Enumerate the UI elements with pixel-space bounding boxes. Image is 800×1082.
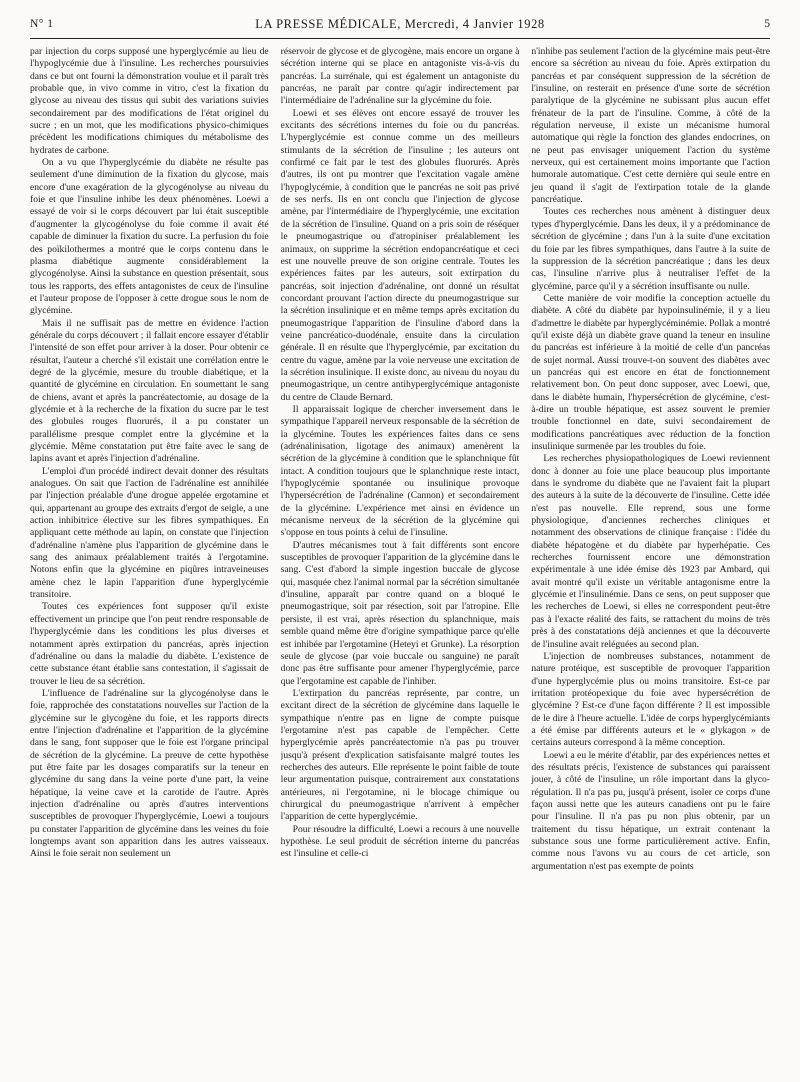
text-column-1 [30, 46, 269, 1072]
paragraph: D'autres mécanismes tout à fait différents sont encore susceptibles de provoquer l'apparition de la glycémine dans le sang. C'est d'abord la simple ingestion buccale de glycose qui, masquée chez l'animal normal par la sécrétion simultanée d'insuline, apparaît par contre quand on a bloqué le pneumogastrique, soit par résection, soit par l'atropine. Elle persiste, il est vrai, après résection du splanchnique, mais semble quand même être d'origine sympathique parce qu'elle est inhibée par l'ergotamine (Heteyi et Grunke). La résorption seule de glycose (par voie buccale ou sanguine) ne paraît donc pas être suffisante pour amener l'hyperglycémie, parce que l'ergotamine est capable de l'inhiber. [280, 539, 520, 687]
paragraph: On a vu que l'hyperglycémie du diabète ne résulte pas seulement d'une diminution de la fixation du glycose, mais encore d'une exagération de la glycogénolyse au niveau du foie et que l'insuline inhibe les deux phénomènes. Loewi a essayé de voir si le corps découvert par lui était susceptible d'augmenter la glycogénolyse du foie comme il avait été capable de diminuer la fixation du sucre. La perfusion du foie des poïkilothermes a montré que le corps contenu dans le plasma diabétique augmente considérablement la glycogénolyse. Ainsi la substance en question présentait, sous tous les rapports, des effets antagonistes de ceux de l'insuline et l'auteur propose de l'opposer à cette drogue sous le nom de glycémine. [30, 157, 269, 317]
paragraph: L'extirpation du pancréas représente, par contre, un excitant direct de la sécrétion de glycémine dans laquelle le sympathique n'entre pas en ligne de compte puisque l'ergotamine n'est pas capable de l'empêcher. Cette hyperglycémie après pancréatectomie n'a pas pu trouver jusqu'à présent d'explication satisfaisante malgré toutes les recherches des auteurs. Elle représente le point faible de toute leur argumentation puisque, contrairement aux constatations antérieures, ni l'ergotamine, ni le blocage chimique ou chirurgical du pneumogastrique n'arrivent à empêcher l'apparition de cette hyperglycémie. [280, 687, 520, 823]
paragraph: Pour résoudre la difficulté, Loewi a recours à une nouvelle hypothèse. Le seul produit de sécrétion interne du pancréas est l'insuline et celle-ci [280, 823, 520, 860]
running-header [30, 16, 770, 39]
journal-title: LA PRESSE MÉDICALE, Mercredi, 4 Janvier 1928 [255, 17, 545, 31]
paragraph: Les recherches physiopathologiques de Loewi reviennent donc à donner au foie une place beaucoup plus importante dans le syndrome du diabète que ne l'avaient fait la plupart des auteurs à la suite de la découverte de l'insuline. Cette idée n'est pas nouvelle. Elle reprend, sous une forme physiologique, d'anciennes recherches cliniques et notamment des observations de clinique française : l'idée du diabète hépatogène et du diabète par hyperhépatie. Ces recherches fournissent encore une démonstration expérimentale à une idée émise dès 1923 par Ambard, qui avait montré qu'il existe un véritable antagonisme entre la glycémie et l'insulinémie. Dans ce sens, on peut supposer que les recherches de Loewi, si elles ne correspondent peut-être pas à l'exacte réalité des faits, se rattachent du moins de très près à des constatations déjà anciennes et que la découverte de l'insuline avait reléguées au second plan. [531, 453, 771, 650]
paragraph: Cette manière de voir modifie la conception actuelle du diabète. A côté du diabète par hypoinsulinémie, il y a lieu d'admettre le diabète par hyperglycéminémie. Pollak a montré qu'il existe déjà un diabète grave quand la teneur en insuline du pancréas est inférieure à la moitié de celle d'un pancréas de sujet normal. Aussi trouve-t-on souvent des diabètes avec un pancréas qui est encore en état de fonctionnement relativement bon. On peut donc supposer, avec Loewi, que, dans le diabète humain, l'hypersécrétion de glycémine, c'est-à-dire un trouble hépatique, est assez souvent le premier trouble fonctionnel en date, suivi secondairement de modifications pancréatiques avec réduction de la fonction insulinique surmenée par les troubles du foie. [531, 292, 771, 452]
paragraph: Mais il ne suffisait pas de mettre en évidence l'action générale du corps découvert ; il fallait encore essayer d'établir l'intensité de son effet pour arriver à la doser. Pour obtenir ce résultat, l'auteur a cherché s'il existait une corrélation entre le degré de la glycémie, mesure du trouble diabétique, et la quantité de glycémine en circulation. En soumettant le sang de chiens, avant et après la pancréatectomie, au dosage de la glycémie et à la recherche de la fixation du sucre par le test des globules rouges fluorurés, il a pu constater un parallélisme presque complet entre la glycémine et la glycémie. Même constatation put être faite avec le sang de lapins avant et après l'injection d'adrénaline. [30, 317, 269, 465]
paragraph: Loewi a eu le mérite d'établir, par des expériences nettes et des résultats précis, l'existence de substances qui paraissent jouer, à côté de l'insuline, un rôle important dans la glyco-régulation. Il n'a pas pu, jusqu'à présent, isoler ce corps d'une façon aussi nette que les auteurs canadiens ont pu le faire pour l'insuline. Il n'a pas pu non plus obtenir, par un traitement du tissu hépatique, un extrait contenant la substance sous une forme particulièrement active. Enfin, comme nous l'avons vu au cours de cet article, son argumentation n'est pas exempte de points [531, 749, 771, 872]
paragraph: L'injection de nombreuses substances, notamment de nature protéique, est susceptible de provoquer l'apparition d'une hyperglycémie plus ou moins transitoire. Est-ce par irritation protéopexique du foie avec hypersécrétion de glycémine ? Est-ce d'une façon différente ? Il est impossible de le dire à l'heure actuelle. L'idée de corps hyperglycémiants a été émise par différents auteurs et le « glykagon » de certains auteurs correspond à la même conception. [531, 650, 771, 749]
paragraph: L'influence de l'adrénaline sur la glycogénolyse dans le foie, rapprochée des constatations nouvelles sur l'action de la glycémine sur le glycogène du foie, et les rapports directs entre l'injection d'adrénaline et l'apparition de la glycémine dans le sang, font supposer que le foie est l'organe principal de sécrétion de la glycémine. La preuve de cette hypothèse put être faite par les dosages comparatifs sur la teneur en glycémine du sang dans la veine porte d'une part, la veine hépatique, la veine cave et la carotide de l'autre. Après injection d'adrénaline ou après d'autres interventions susceptibles de provoquer l'hyperglycémie, Loewi a toujours pu constater l'apparition de glycémine dans les veines du foie longtemps avant son apparition dans les autres vaisseaux. Ainsi le foie serait non seulement un [30, 687, 269, 860]
paragraph: Toutes ces expériences font supposer qu'il existe effectivement un principe que l'on peut rendre responsable de l'hyperglycémie dans les conditions les plus diverses et notamment après extirpation du pancréas, après injection d'adrénaline ou dans la maladie du diabète. L'existence de cette substance étant établie sans contestation, il s'agissait de trouver le lieu de sa sécrétion. [30, 601, 269, 687]
page-number: 5 [764, 18, 770, 30]
text-column-3 [531, 46, 770, 1072]
paragraph: réservoir de glycose et de glycogène, mais encore un organe à sécrétion interne qui se place en antagoniste vis-à-vis du pancréas. La surrénale, qui est également un antagoniste du pancréas, ne paraît par contre qu'agir indirectement par l'intermédiaire de l'adrénaline sur la glycémine du foie. [280, 46, 520, 107]
paragraph: Toutes ces recherches nous amènent à distinguer deux types d'hyperglycémie. Dans les deux, il y a prédominance de sécrétion de glycémine ; dans l'un à la suite d'une excitation du foie par les fibres sympathiques, dans l'autre à la suite de la suppression de la sécrétion pancréatique ; dans les deux cas, l'insuline n'arrive plus à neutraliser l'effet de la glycémine, parce qu'il y a sécrétion insuffisante ou nulle. [531, 206, 771, 292]
issue-number: N° 1 [30, 18, 54, 30]
paragraph: L'emploi d'un procédé indirect devait donner des résultats analogues. On sait que l'action de l'adrénaline est annihilée par l'injection préalable d'une drogue appelée ergotamine et qui, appartenant au groupe des extraits d'ergot de seigle, a une action inhibitrice élective sur les fibres sympathiques. En appliquant cette méthode au lapin, on constate que l'injection d'adrénaline n'amène plus l'apparition de glycémine dans le sang des animaux préalablement traités à l'ergotamine. Notons enfin que la glycémine en piqûres intraveineuses amène chez le lapin l'apparition d'une hyperglycémie transitoire. [30, 465, 269, 601]
paragraph: Loewi et ses élèves ont encore essayé de trouver les excitants des sécrétions internes du foie ou du pancréas. L'hyperglycémie est connue comme un des meilleurs stimulants de la sécrétion de l'insuline ; les auteurs ont confirmé ce fait par le test des globules fluorurés. Après d'autres, ils ont pu montrer que l'excitation vagale amène l'hypoglycémie, à condition que le pancréas ne soit pas privé de ses nerfs. Ils en ont conclu que l'injection de glycose amène, par l'intermédiaire de l'hyperglycémie, une excitation de la sécrétion de l'insuline. Quand on a pris soin de réséquer le pneumogastrique ou d'atropiniser préalablement les animaux, on supprime la sécrétion endopancréatique et ceci est une nouvelle preuve de son origine centrale. Toutes les expériences faites par les auteurs, soit extirpation du pancréas, soit injection d'adrénaline, ont donné un résultat concordant prouvant l'action directe du pneumogastrique sur la sécrétion insulinique et en même temps après excitation du pneumogastrique l'apparition de l'insuline d'abord dans la veine pancréatico-duodénale, ensuite dans la circulation générale. Il en résulte que l'hyperglycémie, par excitation du centre du vague, amène par la voie nerveuse une excitation de la sécrétion insulinique. Il existe donc, au niveau du noyau du pneumogastrique, un centre antihyperglycémique antagoniste du centre de Claude Bernard. [280, 107, 520, 403]
paragraph: Il apparaissait logique de chercher inversement dans le sympathique l'appareil nerveux responsable de la sécrétion de la glycémine. Toutes les expériences faites dans ce sens (adrénalinisation, ligotage des animaux) amenèrent la sécrétion de la glycémine à condition que le splanchnique fût intact. A condition toujours que le splanchnique reste intact, l'hypoglycémie spontanée ou insulinique provoque l'hypersécrétion de l'adrénaline (Cannon) et secondairement de la glycémine. L'expérience met ainsi en évidence un mécanisme nerveux de la sécrétion de la glycémine qui s'oppose en tous points à celui de l'insuline. [280, 403, 520, 539]
text-column-2 [281, 46, 520, 1072]
paragraph: n'inhibe pas seulement l'action de la glycémine mais peut-être encore sa sécrétion au niveau du foie. Après extirpation du pancréas et par conséquent suppression de la sécrétion de l'insuline, on resterait en présence d'une sorte de sécrétion paralytique de la glycémine ne subissant plus aucun effet frénateur de la part de l'insuline. Comme, à côté de la régulation nerveuse, il existe un mécanisme humoral automatique qui règle la fonction des glandes endocrines, on ne peut pas envisager uniquement l'action du système nerveux, qui est certainement moins importante que l'action humorale automatique. C'est cette dernière qui seule entre en jeu quand il s'agit de l'extirpation totale de la glande pancréatique. [531, 46, 771, 206]
paragraph: par injection du corps supposé une hyperglycémie au lieu de l'hypoglycémie due à l'insuline. Les recherches poursuivies dans ce but ont fourni la démonstration voulue et il paraît très probable que, in vivo comme in vitro, c'est la fixation du glycose au niveau des tissus qui subit des variations suivies secondairement par des modifications de l'état originel du sucre ; en un mot, que les modifications physico-chimiques précèdent les modifications chimiques du métabolisme des hydrates de carbone. [30, 46, 269, 156]
article-body [30, 46, 770, 1072]
